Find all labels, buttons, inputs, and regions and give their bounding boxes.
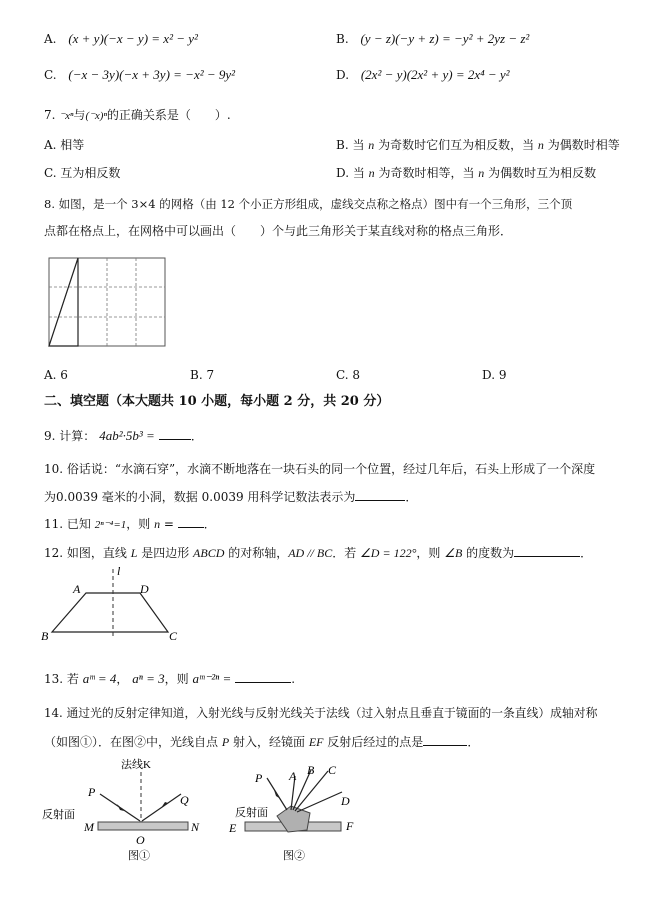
q7-option-a: A. 相等 [44,138,85,152]
stem-suffix: 的正确关系是（ ）. [106,108,231,122]
q6-option-d [336,67,510,83]
q6-option-a [44,31,198,47]
expression: ∠D = 122° [360,546,417,560]
variable: EF [308,735,324,749]
variable: ABCD [193,546,225,560]
option-text: 为偶数时互为相反数 [484,166,597,180]
q12-stem [44,544,592,561]
separator: ， [116,672,133,686]
q8-option-b: B. 7 [190,368,215,382]
q6-option-c [44,67,235,83]
q8-option-d: D. 9 [482,368,507,382]
label-d: D [140,582,149,596]
question-text: ．若 [332,546,361,560]
equals: = [160,517,178,531]
option-expression: (−x − 3y)(−x + 3y) = −x² − 9y² [68,67,236,82]
question-text: 是四边形 [137,546,194,560]
question-text: ，则 [126,517,155,531]
label-a: A [73,582,81,596]
label-p: P [88,785,96,799]
answer-blank[interactable] [355,488,405,501]
variable: P [221,735,230,749]
q14-line1: 14. 通过光的反射定律知道，入射光线与反射光线关于法线（过入射点且垂直于镜面的一条直线）成轴对称 [44,706,598,720]
label-b: B [41,629,49,643]
q10-line1: 10. 俗话说：“水滴石穿”，水滴不断地落在一块石头的同一个位置，经过几年后，石头上形成了一个深度 [44,462,596,476]
q7-option-d [336,165,596,181]
normal-label: 法线K [121,759,151,771]
q11 [44,515,216,533]
q13 [44,670,295,687]
label-c: C [169,629,178,643]
incident-arrow [117,804,124,811]
question-text: ，则 [164,672,193,686]
question-text: （如图①）．在图②中，光线自点 [44,735,222,749]
label-m: M [84,820,94,834]
label-o: O [136,833,145,847]
variable: n [537,138,544,152]
expression: ∠B [444,546,463,560]
q7-option-b [336,137,620,153]
variable: n [368,138,375,152]
question-text: ，则 [416,546,445,560]
option-expression: (2x² − y)(2x² + y) = 2x⁴ − y² [360,67,510,82]
label-c: C [328,763,337,777]
mirror-label: 反射面 [42,809,75,821]
variable: L [130,546,138,560]
figure-caption: 图② [283,850,305,862]
expression: aⁿ = 3 [132,671,165,686]
q9 [44,427,203,444]
label-l: l [117,565,121,578]
question-prefix: 9. 计算： [44,429,96,443]
expression: 4ab²·5b³ = [99,428,155,443]
variable: n [368,166,375,180]
question-text: 为0.0039 毫米的小洞，数据 0.0039 用科学记数法表示为 [44,490,356,504]
expression: AD // BC [288,546,333,560]
question-prefix: 11. 已知 [44,517,95,531]
question-suffix: ． [405,490,418,504]
grid-dashed-lines [49,258,165,346]
option-text: 为偶数时相等 [543,138,620,152]
question-text: 的对称轴， [224,546,289,560]
label-p: P [255,771,263,785]
q10-line2 [44,488,417,505]
option-letter: B. [336,32,349,46]
option-text: D. 当 [336,166,369,180]
mirror-surface [98,822,188,830]
q8-stem-line1: 8. 如图，是一个 3×4 的网格（由 12 个小正方形组成，虚线交点称之格点）图中有一个三角形，三个顶 [44,197,573,211]
q6-option-b [336,31,529,47]
expression-1: ⁻xⁿ [59,110,74,122]
question-prefix: 12. 如图，直线 [44,546,131,560]
option-text: 为奇数时相等，当 [374,166,479,180]
label-e: E [229,821,237,835]
variable: n [478,166,485,180]
option-text: 为奇数时它们互为相反数，当 [374,138,538,152]
question-text: 反射后经过的点是 [323,735,424,749]
mirror-label: 反射面 [235,807,268,819]
expression: aᵐ⁻²ⁿ = [192,671,232,686]
question-text: 的度数为 [462,546,515,560]
option-text: B. 当 [336,138,369,152]
question-prefix: 13. 若 [44,672,83,686]
label-b: B [307,763,315,777]
label-q: Q [180,793,189,807]
expression: 2ⁿ⁻⁴=1 [94,519,127,531]
option-expression: (x + y)(−x − y) = x² − y² [68,31,198,46]
grid-border [49,258,165,346]
reflected-arrow [161,802,168,808]
answer-blank[interactable] [235,670,291,683]
question-suffix: ． [580,546,593,560]
q8-option-c: C. 8 [336,368,361,382]
answer-blank[interactable] [423,733,467,746]
connector: 与 [73,108,86,122]
q7-option-c: C. 互为相反数 [44,166,121,180]
grid-triangle [49,258,78,346]
incident-ray [267,778,287,810]
option-letter: A. [44,32,57,46]
variable: n [154,517,161,531]
trapezoid [52,593,168,632]
q8-stem-line2: 点都在格点上，在网格中可以画出（ ）个与此三角形关于某直线对称的格点三角形． [44,224,513,238]
expression-2: (⁻x)ⁿ [85,110,107,122]
question-text: 射入，经镜面 [229,735,309,749]
q7-stem [44,107,231,124]
option-expression: (y − z)(−y + z) = −y² + 2yz − z² [360,31,530,46]
label-f: F [346,819,354,833]
option-letter: D. [336,68,350,82]
q12-trapezoid-figure [40,565,190,647]
q14-figure-2 [225,758,375,868]
q8-grid-figure [48,257,168,349]
option-letter: C. [44,68,57,82]
question-suffix: ． [203,517,216,531]
q14-figure-1 [40,758,220,868]
question-number: 7. [44,108,60,122]
q8-option-a: A. 6 [44,368,68,382]
question-suffix: ． [190,429,203,443]
ray-d [297,792,342,812]
section-title: 二、填空题（本大题共 10 小题，每小题 2 分，共 20 分） [44,394,390,409]
answer-blank[interactable] [178,515,204,528]
figure-caption: 图① [128,850,150,862]
question-suffix: ． [467,735,480,749]
label-n: N [191,820,200,834]
question-suffix: . [291,672,296,686]
q14-line2 [44,733,479,750]
label-d: D [341,794,350,808]
answer-blank[interactable] [514,544,580,557]
answer-blank[interactable] [159,427,191,440]
expression: aᵐ = 4 [82,671,117,686]
label-a: A [289,769,297,783]
